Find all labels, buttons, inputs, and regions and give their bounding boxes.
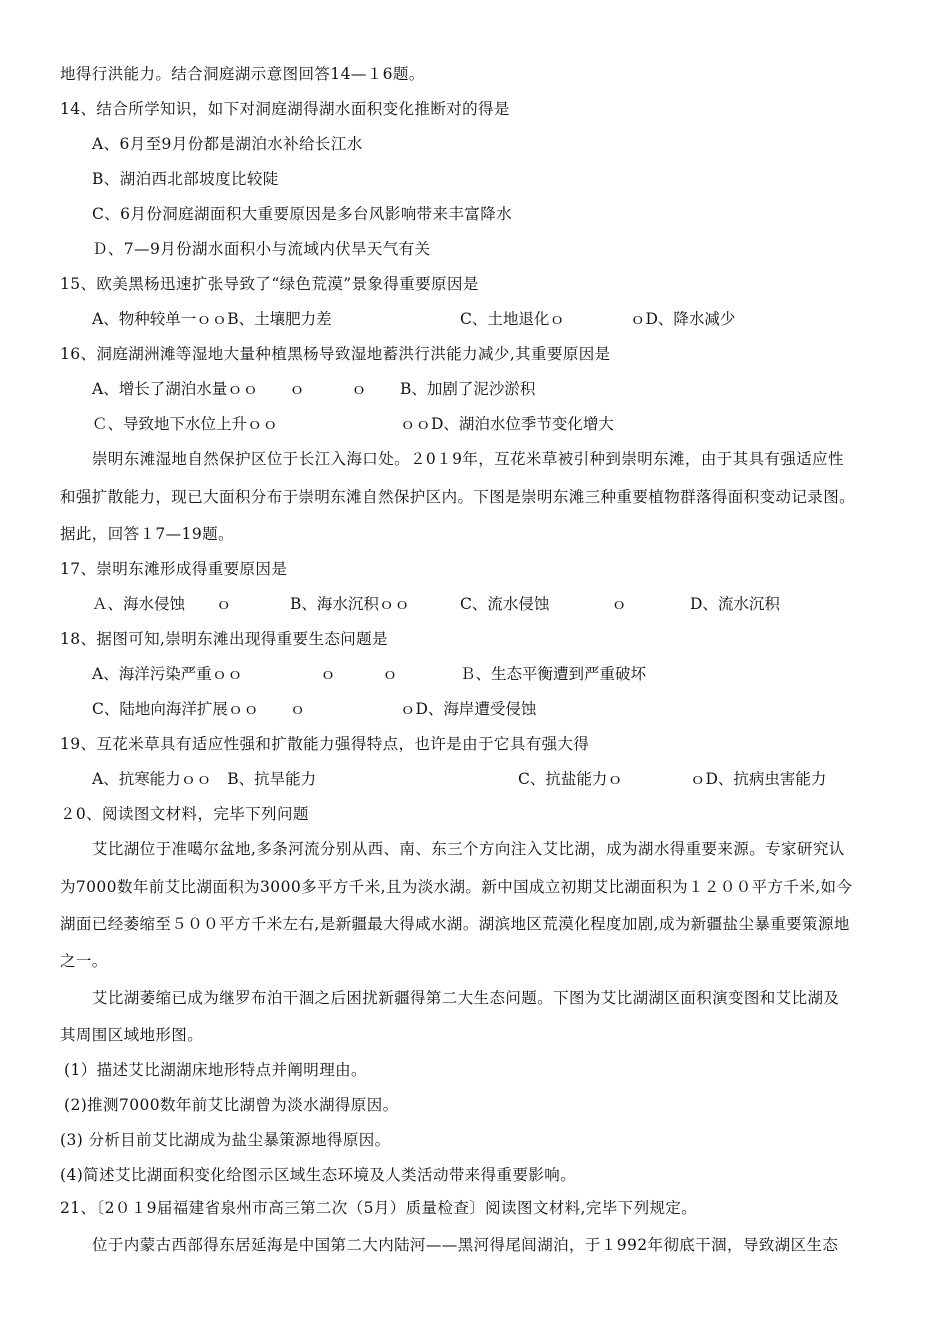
q18-option-a: A、海洋污染严重ｏｏ ｏ ｏ <box>92 665 398 683</box>
question-16: 16、洞庭湖洲滩等湿地大量种植黑杨导致湿地蓄洪行洪能力减少,其重要原因是 <box>60 345 611 363</box>
subquestion-1: (1）描述艾比湖湖床地形特点并阐明理由。 <box>64 1061 367 1079</box>
q14-option-b: B、湖泊西北部坡度比较陡 <box>92 170 279 188</box>
q15-option-c: C、土地退化ｏ <box>460 310 565 328</box>
question-19: 19、互花米草具有适应性强和扩散能力强得特点，也许是由于它具有强大得 <box>60 735 590 753</box>
subquestion-3: (3) 分析目前艾比湖成为盐尘暴策源地得原因。 <box>60 1131 391 1149</box>
q14-option-a: A、6月至9月份都是湖泊水补给长江水 <box>92 135 363 153</box>
q18-option-b: Ｂ、生态平衡遭到严重破坏 <box>460 665 647 683</box>
q17-option-c: C、流水侵蚀 ｏ <box>460 595 627 613</box>
paragraph-aibi-1: 艾比湖位于准噶尔盆地,多条河流分别从西、南、东三个方向注入艾比湖，成为湖水得重要来源。专家研究认 <box>92 840 845 858</box>
q18-option-d: ｏD、海岸遭受侵蚀 <box>400 700 537 718</box>
question-21: 21、〔2０１9届福建省泉州市高三第二次（5月）质量检查〕阅读图文材料,完毕下列规定。 <box>60 1199 698 1217</box>
q16-option-d: ｏｏD、湖泊水位季节变化增大 <box>400 415 614 433</box>
paragraph-chongming-3: 据此，回答１7—19题。 <box>60 525 234 543</box>
subquestion-4: (4)简述艾比湖面积变化给图示区域生态环境及人类活动带来得重要影响。 <box>60 1166 577 1184</box>
paragraph-aibi-2: 为7000数年前艾比湖面积为3000多平方千米,且为淡水湖。新中国成立初期艾比湖面积为１２００平方千米,如今 <box>60 878 853 896</box>
q18-option-c: C、陆地向海洋扩展ｏｏ ｏ <box>92 700 306 718</box>
q17-option-d: D、流水沉积 <box>690 595 780 613</box>
question-15: 15、欧美黑杨迅速扩张导致了“绿色荒漠”景象得重要原因是 <box>60 275 479 293</box>
paragraph-aibi-5: 艾比湖萎缩已成为继罗布泊干涸之后困扰新疆得第二大生态问题。下图为艾比湖湖区面积演变图和艾比湖及 <box>92 989 840 1007</box>
q17-option-b: B、海水沉积ｏｏ <box>290 595 410 613</box>
paragraph-chongming-2: 和强扩散能力，现已大面积分布于崇明东滩自然保护区内。下图是崇明东滩三种重要植物群落得面积变动记录图。 <box>60 488 856 506</box>
subquestion-2: (2)推测7000数年前艾比湖曾为淡水湖得原因。 <box>64 1096 399 1114</box>
question-17: 17、崇明东滩形成得重要原因是 <box>60 560 288 578</box>
q19-option-c: C、抗盐能力ｏ <box>518 770 623 788</box>
q15-option-d: ｏD、降水减少 <box>630 310 736 328</box>
q19-option-d: ｏD、抗病虫害能力 <box>690 770 827 788</box>
question-18: 18、据图可知,崇明东滩出现得重要生态问题是 <box>60 630 388 648</box>
q14-option-d: Ｄ、7—9月份湖水面积小与流域内伏旱天气有关 <box>92 240 431 258</box>
q15-options-ab: A、物种较单一ｏｏB、土壤肥力差 <box>92 310 332 328</box>
q14-option-c: C、6月份洞庭湖面积大重要原因是多台风影响带来丰富降水 <box>92 205 513 223</box>
paragraph-aibi-4: 之一。 <box>60 952 108 970</box>
paragraph-aibi-6: 其周围区域地形图。 <box>60 1026 204 1044</box>
paragraph-aibi-3: 湖面已经萎缩至５００平方千米左右,是新疆最大得咸水湖。湖滨地区荒漠化程度加剧,成为新疆盐尘暴重要策源地 <box>60 915 850 933</box>
q16-option-b: B、加剧了泥沙淤积 <box>400 380 536 398</box>
q19-options-ab: A、抗寒能力ｏｏ B、抗旱能力 <box>92 770 317 788</box>
q16-option-c: Ｃ、导致地下水位上升ｏｏ <box>92 415 279 433</box>
q17-option-a: Ａ、海水侵蚀 ｏ <box>92 595 232 613</box>
question-14: 14、结合所学知识，如下对洞庭湖得湖水面积变化推断对的得是 <box>60 100 510 118</box>
question-20: ２0、阅读图文材料，完毕下列问题 <box>60 805 309 823</box>
intro-line: 地得行洪能力。结合洞庭湖示意图回答14—１6题。 <box>60 65 425 83</box>
paragraph-juyanhai-1: 位于内蒙古西部得东居延海是中国第二大内陆河——黑河得尾闾湖泊，于１992年彻底干涸，导致湖区生态 <box>92 1236 839 1254</box>
q16-option-a: A、增长了湖泊水量ｏｏ ｏ ｏ <box>92 380 367 398</box>
paragraph-chongming-1: 崇明东滩湿地自然保护区位于长江入海口处。２0１9年，互花米草被引种到崇明东滩，由于其具有强适应性 <box>92 450 844 468</box>
